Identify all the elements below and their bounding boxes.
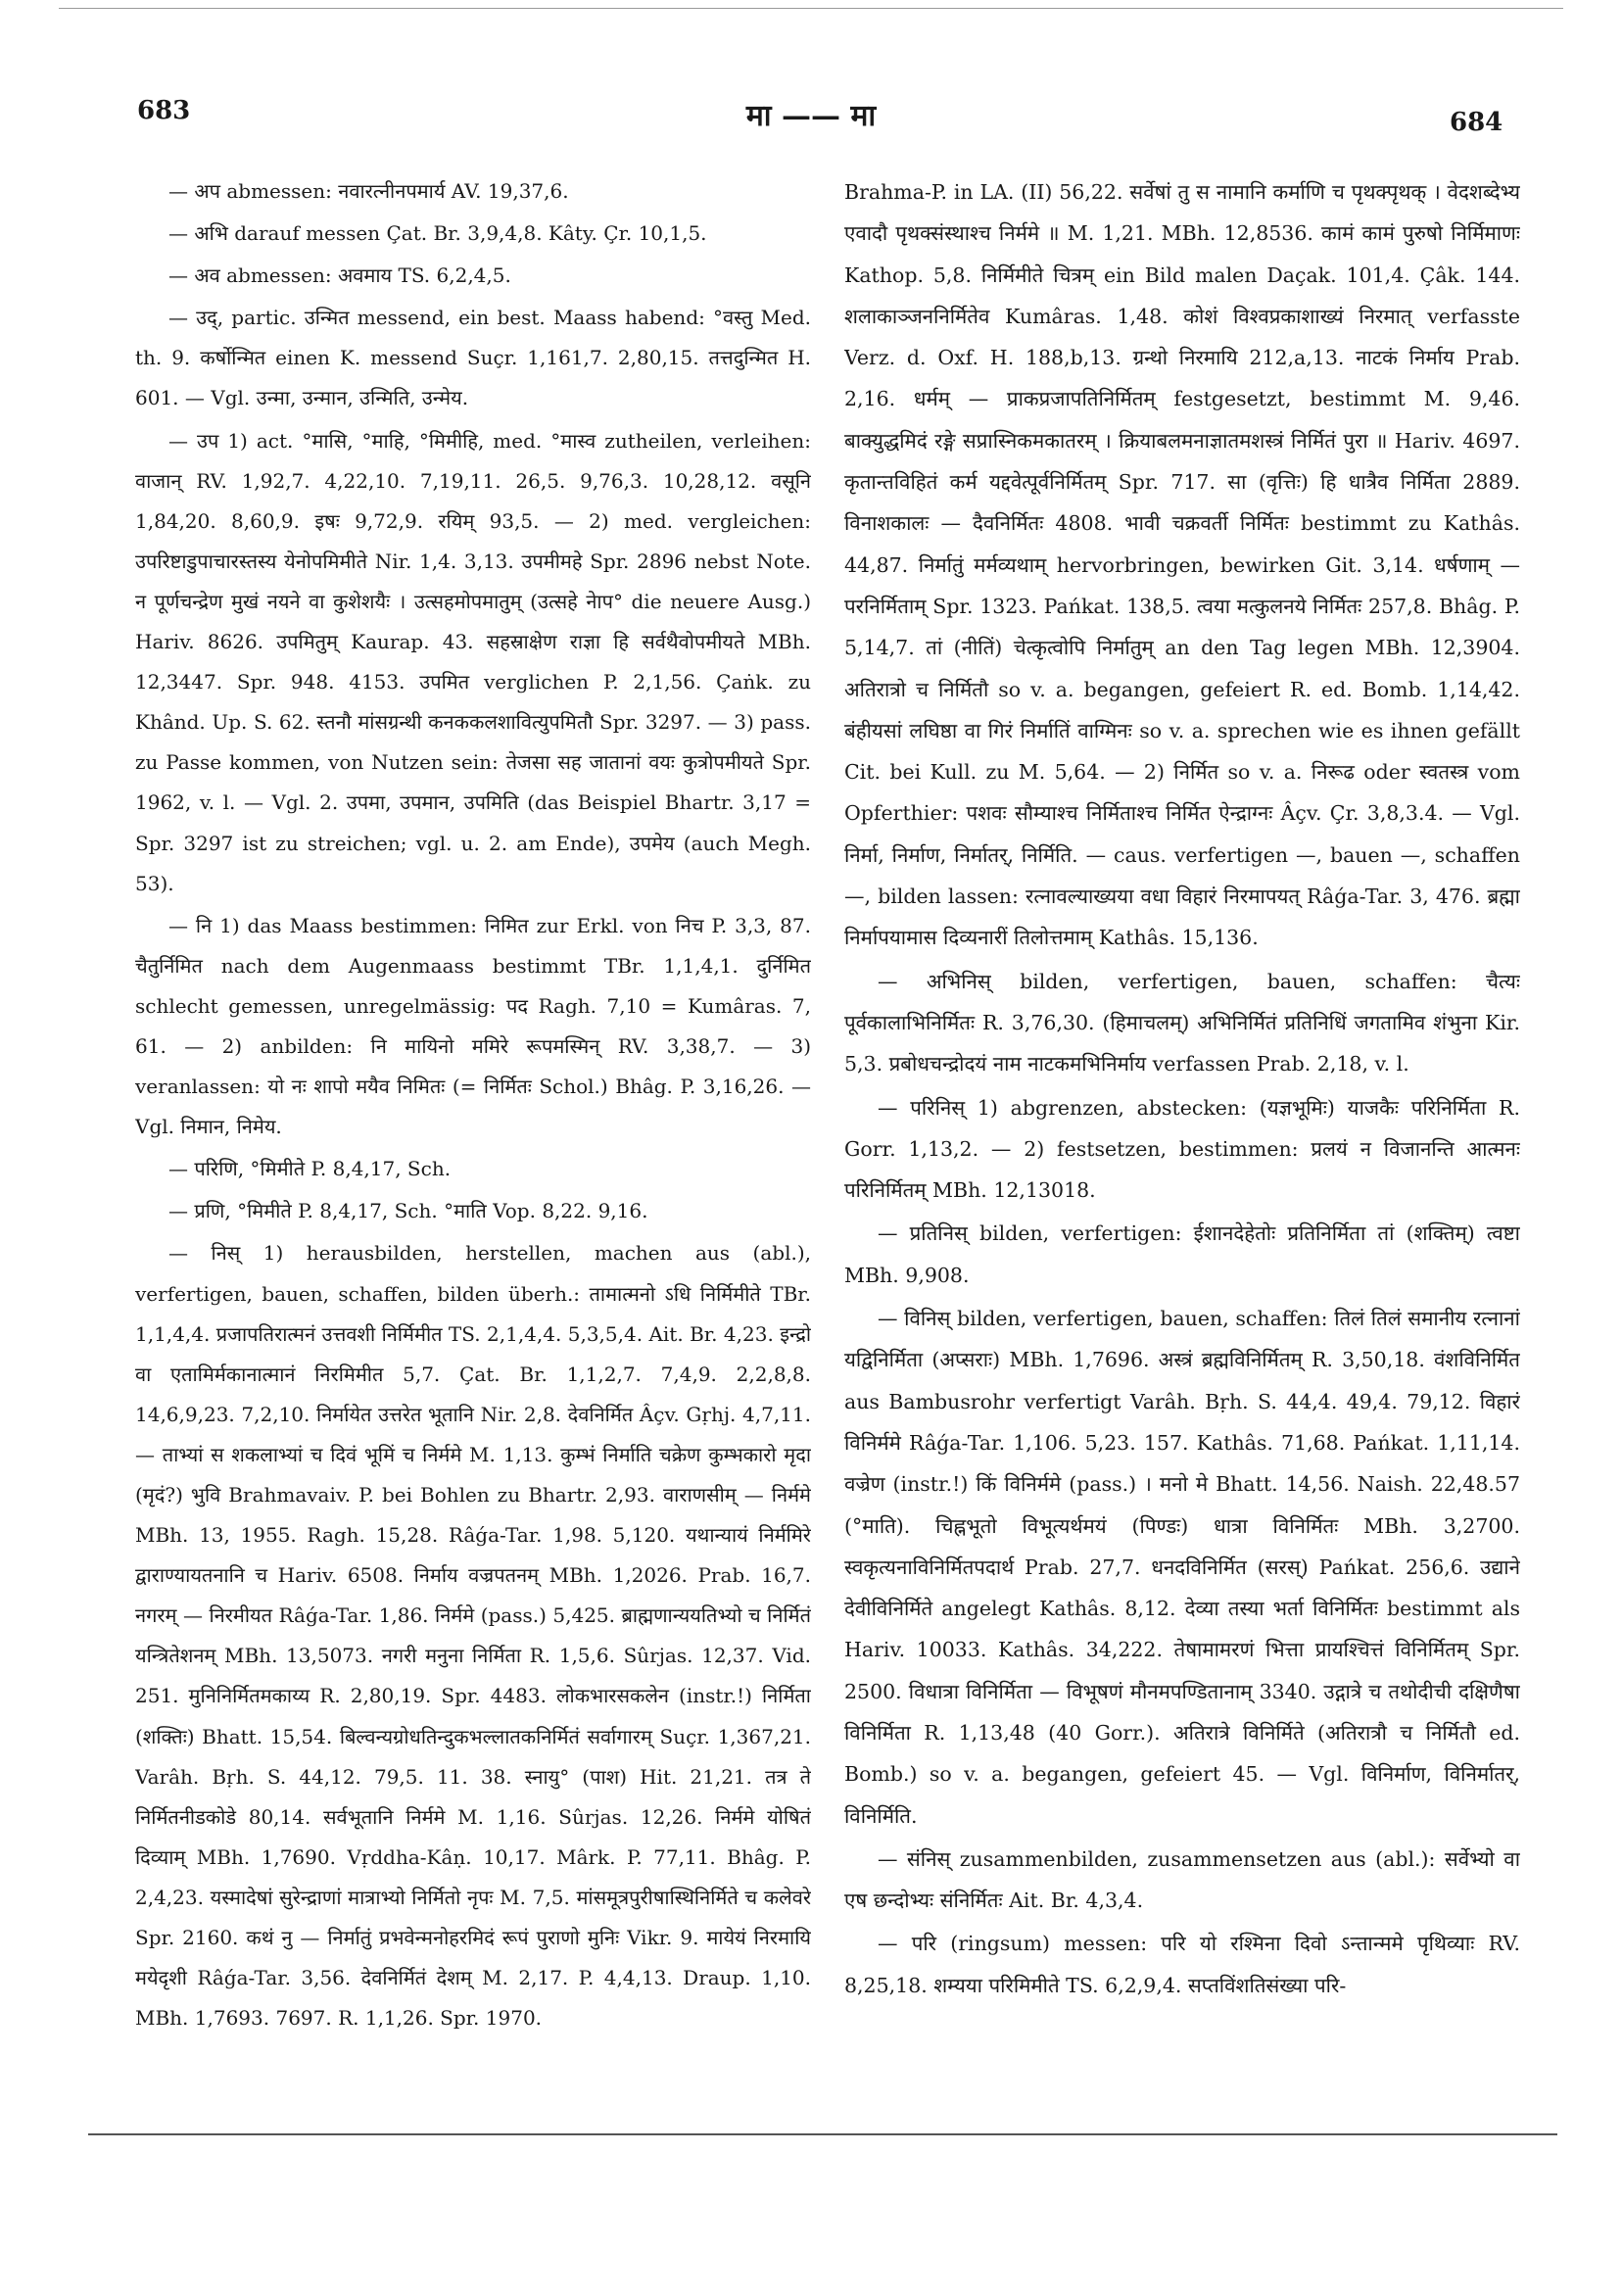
- entry-paragraph: — उप 1) act. °मासि, °माहि, °मिमीहि, med. °मास्व zutheilen, verleihen: वाजान् RV. 1,92,7. 4,22,10. 7,19,11. 26,5. 9,76,3. 10,28,12. वसूनि 1,84,20. 8,60,9. इषः 9,72,9. रयिम् 93,5. — 2) med. vergleichen: उपरिष्टाडुपाचारस्तस्य येनोपमिमीते Nir. 1,4. 3,13. उपमीमहे Spr. 2896 nebst Note. न पूर्णचन्द्रेण मुखं नयने वा कुशेशयैः । उत्सहमोपमातुम् (उत्सहे नेाप° die neuere Ausg.) Hariv. 8626. उपमितुम् Kaurap. 43. सहस्राक्षेण राज्ञा हि सर्वथैवोपमीयते MBh. 12,3447. Spr. 948. 4153. उपमित verglichen P. 2,1,56. Çaṅk. zu Khând. Up. S. 62. स्तनौ मांसग्रन्थी कनककलशावित्युपमितौ Spr. 3297. — 3) pass. zu Passe kommen, von Nutzen sein: तेजसा सह जातानां वयः कुत्रोपमीयते Spr. 1962, v. l. — Vgl. 2. उपमा, उपमान, उपमिति (das Beispiel Bhartr. 3,17 = Spr. 3297 ist zu streichen; vgl. u. 2. am Ende), उपमेय (auch Megh. 53).: [135, 428, 811, 895]
- entry-paragraph: — विनिस् bilden, verfertigen, bauen, schaffen: तिलं तिलं समानीय रत्नानां यद्विनिर्मिता (अप्सराः) MBh. 1,7696. अस्त्रं ब्रह्मविनिर्मितम् R. 3,50,18. वंशविनिर्मित aus Bambusrohr verfertigt Varâh. Bṛh. S. 44,4. 49,4. 79,12. विहारं विनिर्ममे Râǵa-Tar. 1,106. 5,23. 157. Kathâs. 71,68. Pańkat. 1,11,14. वज्रेण (instr.!) किं विनिर्ममे (pass.) । मनो मे Bhatt. 14,56. Naish. 22,48.57 (°माति). चिह्नभूतो विभूत्यर्थमयं (पिण्डः) धात्रा विनिर्मितः MBh. 3,2700. स्वकृत्यनाविनिर्मितपदार्थ Prab. 27,7. धनदविनिर्मित (सरस्) Pańkat. 256,6. उद्याने देवीविनिर्मिते angelegt Kathâs. 8,12. देव्या तस्या भर्ता विनिर्मितः bestimmt als Hariv. 10033. Kathâs. 34,222. तेषामामरणं भित्ता प्रायश्चित्तं विनिर्मितम् Spr. 2500. विधात्रा विनिर्मिता — विभूषणं मौनमपण्डितानाम् 3340. उद्गात्रे च तथोदीची दक्षिणैषा विनिर्मिता R. 1,13,48 (40 Gorr.). अतिरात्रे विनिर्मिते (अतिरात्रौ च निर्मितौ ed. Bomb.) so v. a. begangen, gefeiert 45. — Vgl. विनिर्माण, विनिर्मातर्, विनिर्मिति.: [844, 1307, 1520, 1828]
- entry-paragraph: — संनिस् zusammenbilden, zusammensetzen aus (abl.): सर्वेभ्यो वा एष छन्दोभ्यः संनिर्मितः Ait. Br. 4,3,4.: [844, 1846, 1520, 1913]
- left-page-number: 683: [137, 96, 191, 125]
- bottom-rule: [88, 2133, 1557, 2135]
- left-column: [135, 171, 811, 2057]
- entry-paragraph: — परि (ringsum) messen: परि यो रश्मिना दिवो ऽन्तान्ममे पृथिव्याः RV. 8,25,18. शम्यया परिमिमीते TS. 6,2,9,4. सप्तविंशतिसंख्या परि-: [844, 1932, 1520, 1997]
- right-page-number: 684: [1450, 108, 1503, 137]
- entry-paragraph: — उद्, partic. उन्मित messend, ein best. Maass habend: °वस्तु Med. th. 9. कर्षोन्मित einen K. messend Suçr. 1,161,7. 2,80,15. तत्तदुन्मित H. 601. — Vgl. उन्मा, उन्मान, उन्मिति, उन्मेय.: [135, 306, 811, 410]
- right-column: [844, 171, 1520, 2057]
- entry-paragraph: — परिणि, °मिमीते P. 8,4,17, Sch.: [168, 1157, 452, 1181]
- entry-paragraph: — प्रणि, °मिमीते P. 8,4,17, Sch. °माति Vop. 8,22. 9,16.: [168, 1199, 648, 1223]
- entry-paragraph: — अव abmessen: अवमाय TS. 6,2,4,5.: [168, 263, 511, 288]
- running-headword: मा —— मा: [745, 99, 877, 133]
- entry-paragraph: — अभिनिस् bilden, verfertigen, bauen, schaffen: चैत्यः पूर्वकालाभिनिर्मितः R. 3,76,30. (हिमाचलम्) अभिनिर्मितं प्रतिनिधिं जगतामिव शंभुना Kir. 5,3. प्रबोधचन्द्रोदयं नाम नाटकमभिनिर्माय verfassen Prab. 2,18, v. l.: [844, 969, 1520, 1076]
- entry-paragraph: — नि 1) das Maass bestimmen: निमित zur Erkl. von निच P. 3,3, 87. चैतुर्निमित nach dem Augenmaass bestimmt TBr. 1,1,4,1. दुर्निमित schlecht gemessen, unregelmässig: पद Ragh. 7,10 = Kumâras. 7, 61. — 2) anbilden: नि मायिनो ममिरे रूपमस्मिन् RV. 3,38,7. — 3) veranlassen: यो नः शापो मयैव निमितः (= निर्मितः Schol.) Bhâg. P. 3,16,26. — Vgl. निमान, निमेय.: [135, 913, 811, 1139]
- entry-paragraph: Brahma-P. in LA. (II) 56,22. सर्वेषां तु स नामानि कर्माणि च पृथक्पृथक् । वेदशब्देभ्य एवादौ पृथक्संस्थाश्च निर्ममे ॥ M. 1,21. MBh. 12,8536. कामं कामं पुरुषो निर्मिमाणः Kathop. 5,8. निर्मिमीते चित्रम् ein Bild malen Daçak. 101,4. Çâk. 144. शलाकाञ्जननिर्मितेव Kumâras. 1,48. कोशं विश्वप्रकाशाख्यं निरमात् verfasste Verz. d. Oxf. H. 188,b,13. ग्रन्थो निरमायि 212,a,13. नाटकं निर्माय Prab. 2,16. धर्मम् — प्राकप्रजापतिनिर्मितम् festgesetzt, bestimmt M. 9,46. बाक्युद्धमिदं रङ्गे सप्रास्निकमकातरम् । क्रियाबलमनाज्ञातमशस्त्रं निर्मितं पुरा ॥ Hariv. 4697. कृतान्तविहितं कर्म यद्दवेत्पूर्वनिर्मितम् Spr. 717. सा (वृत्तिः) हि धात्रैव निर्मिता 2889. विनाशकालः — दैवनिर्मितः 4808. भावी चक्रवर्ती निर्मितः bestimmt zu Kathâs. 44,87. निर्मातुं मर्मव्यथाम् hervorbringen, bewirken Git. 3,14. धर्षणाम् — परनिर्मिताम् Spr. 1323. Pańkat. 138,5. त्वया मत्कुलनये निर्मितः 257,8. Bhâg. P. 5,14,7. तां (नीतिं) चेत्कृत्वोपि निर्मातुम् an den Tag legen MBh. 12,3904. अतिरात्रो च निर्मितौ so v. a. begangen, gefeiert R. ed. Bomb. 1,14,42. बंहीयसां लघिष्ठा वा गिरं निर्मातिं वाग्मिनः so v. a. sprechen wie es ihnen gefällt Cit. bei Kull. zu M. 5,64. — 2) निर्मित so v. a. निरूढ oder स्वतस्त्र vom Opferthier: पशवः सौम्याश्च निर्मिताश्च निर्मित ऐन्द्राग्नः Âçv. Çr. 3,8,3.4. — Vgl. निर्मा, निर्माण, निर्मातर्, निर्मिति. — caus. verfertigen —, bauen —, schaffen —, bilden lassen: रत्नावल्याख्यया वधा विहारं निरमापयत् Râǵa-Tar. 3, 476. ब्रह्मा निर्मापयामास दिव्यनारीं तिलोत्तमाम् Kathâs. 15,136.: [844, 180, 1520, 950]
- entry-paragraph: — अभि darauf messen Çat. Br. 3,9,4,8. Kâty. Çr. 10,1,5.: [168, 221, 707, 246]
- entry-paragraph: — परिनिस् 1) abgrenzen, abstecken: (यज्ञभूमिः) याजकैः परिनिर्मिता R. Gorr. 1,13,2. — 2) festsetzen, bestimmen: प्रलयं न विजानन्ति आत्मनः परिनिर्मितम् MBh. 12,13018.: [844, 1095, 1520, 1203]
- entry-paragraph: — प्रतिनिस् bilden, verfertigen: ईशानदेहेतोः प्रतिनिर्मिता तां (शक्तिम्) त्वष्टा MBh. 9,908.: [844, 1221, 1520, 1287]
- entry-paragraph: — निस् 1) herausbilden, herstellen, machen aus (abl.), verfertigen, bauen, schaffen, bilden überh.: तामात्मनो ऽधि निर्मिमीते TBr. 1,1,4,4. प्रजापतिरात्मनं उत्तवशी निर्मिमीत TS. 2,1,4,4. 5,3,5,4. Ait. Br. 4,23. इन्द्रो वा एतामिर्मकानात्मानं निरमिमीत 5,7. Çat. Br. 1,1,2,7. 7,4,9. 2,2,8,8. 14,6,9,23. 7,2,10. निर्मायेत उत्तरेत भूतानि Nir. 2,8. देवनिर्मित Âçv. Gṛhj. 4,7,11. — ताभ्यां स शकलाभ्यां च दिवं भूमिं च निर्ममे M. 1,13. कुम्भं निर्माति चक्रेण कुम्भकारो मृदा (मृदं?) भुवि Brahmavaiv. P. bei Bohlen zu Bhartr. 2,93. वाराणसीम् — निर्ममे MBh. 13, 1955. Ragh. 15,28. Râǵa-Tar. 1,98. 5,120. यथान्यायं निर्ममिरे द्वाराण्यायतनानि च Hariv. 6508. निर्माय वज्रपतनम् MBh. 1,2026. Prab. 16,7. नगरम् — निरमीयत Râǵa-Tar. 1,86. निर्ममे (pass.) 5,425. ब्राह्मणान्ययतिभ्यो च निर्मितं यन्त्रितेशनम् MBh. 13,5073. नगरी मनुना निर्मिता R. 1,5,6. Sûrjas. 12,37. Vid. 251. मुनिनिर्मितमकाय्य R. 2,80,19. Spr. 4483. लोकभारसकलेन (instr.!) निर्मिता (शक्तिः) Bhatt. 15,54. बिल्वन्यग्रोधतिन्दुकभल्लातकनिर्मितं सर्वागारम् Suçr. 1,367,21. Varâh. Bṛh. S. 44,12. 79,5. 11. 38. स्नायु° (पाश) Hit. 21,21. तत्र ते निर्मितनीडकोडे 80,14. सर्वभूतानि निर्ममे M. 1,16. Sûrjas. 12,26. निर्ममे योषितं दिव्याम् MBh. 1,7690. Vṛddha-Kâṇ. 10,17. Mârk. P. 77,11. Bhâg. P. 2,4,23. यस्मादेषां सुरेन्द्राणां मात्राभ्यो निर्मितो नृपः M. 7,5. मांसमूत्रपुरीषास्थिनिर्मिते च कलेवरे Spr. 2160. कथं नु — निर्मातुं प्रभवेन्मनोहरमिदं रूपं पुराणो मुनिः Vikr. 9. मायेयं निरमायि मयेदृशी Râǵa-Tar. 3,56. देवनिर्मितं देशम् M. 2,17. P. 4,4,13. Draup. 1,10. MBh. 1,7693. 7697. R. 1,1,26. Spr. 1970.: [135, 1241, 811, 2031]
- page-header: [0, 0, 1622, 137]
- entry-paragraph: — अप abmessen: नवारत्नीनपमार्य AV. 19,37,6.: [168, 179, 569, 203]
